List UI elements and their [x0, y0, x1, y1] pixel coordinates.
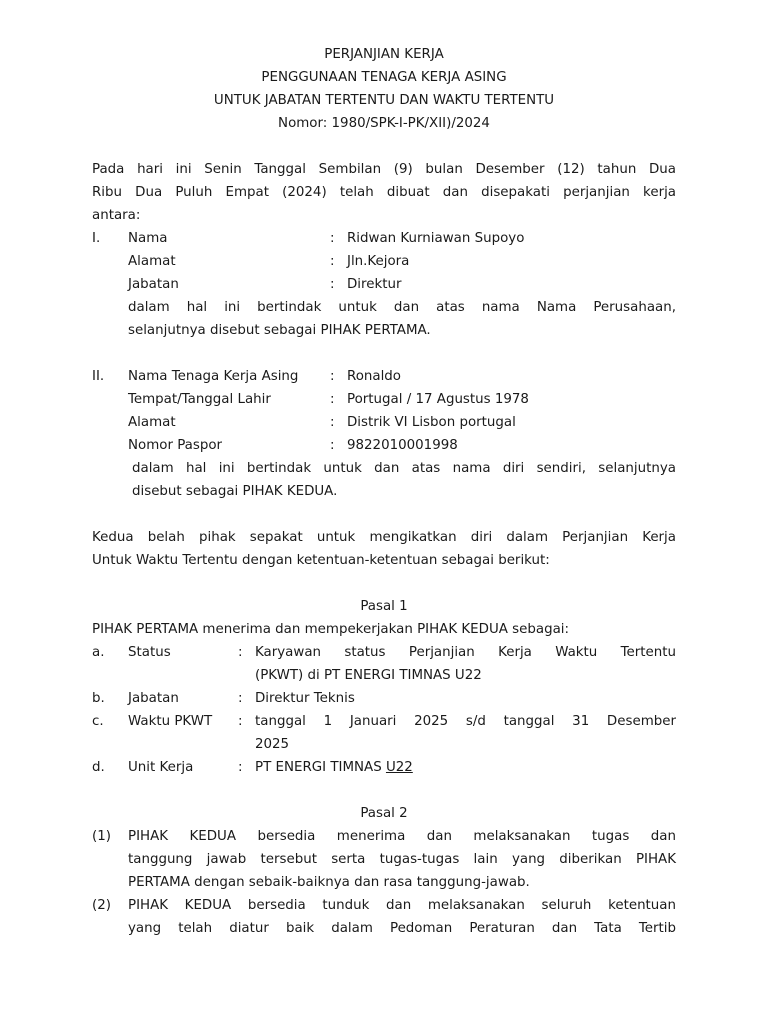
- party1-label: Alamat: [128, 254, 176, 269]
- colon: :: [330, 369, 335, 384]
- clause-line-2: tanggung jawab tersebut serta tugas-tugas lain yang diberikan PIHAK: [128, 852, 676, 867]
- party1-row-position: [92, 273, 676, 296]
- party2-label: Nomor Paspor: [128, 438, 223, 453]
- party1-number: I.: [92, 231, 101, 246]
- pasal2-heading: Pasal 2: [360, 806, 408, 821]
- clause-line-1: PIHAK KEDUA bersedia tunduk dan melaksanakan seluruh ketentuan: [128, 898, 676, 913]
- doc-title: PERJANJIAN KERJA: [324, 47, 444, 62]
- party2-label: Alamat: [128, 415, 176, 430]
- party1-value: Ridwan Kurniawan Supoyo: [347, 231, 525, 246]
- pasal1-item-b: [92, 687, 676, 710]
- item-value-line-1: tanggal 1 Januari 2025 s/d tanggal 31 Desember: [255, 714, 676, 729]
- party1-label: Nama: [128, 231, 168, 246]
- item-label: Waktu PKWT: [128, 714, 213, 729]
- colon: :: [238, 691, 243, 706]
- clause-line-3: PERTAMA dengan sebaik-baiknya dan rasa tanggung-jawab.: [128, 875, 530, 890]
- agreement-line-1: Kedua belah pihak sepakat untuk mengikatkan diri dalam Perjanjian Kerja: [92, 530, 676, 545]
- party2-row-passport: [92, 434, 676, 457]
- pasal1-item-d: [92, 756, 676, 779]
- party2-value: Ronaldo: [347, 369, 402, 384]
- item-letter: d.: [92, 760, 105, 775]
- party2-row-birth: [92, 388, 676, 411]
- party2-number: II.: [92, 369, 105, 384]
- party1-row-name: [92, 227, 676, 250]
- party2-row-address: [92, 411, 676, 434]
- colon: :: [330, 231, 335, 246]
- unit-name: PT ENERGI TIMNAS: [255, 760, 386, 775]
- intro-line-2: Ribu Dua Puluh Empat (2024) telah dibuat dan disepakati perjanjian kerja: [92, 185, 676, 200]
- clause-line-1: PIHAK KEDUA bersedia menerima dan melaksanakan tugas dan: [128, 829, 676, 844]
- item-value: [255, 710, 676, 756]
- colon: :: [330, 438, 335, 453]
- item-value: [255, 641, 676, 687]
- pasal2-item-1: [92, 825, 676, 894]
- doc-subtitle-1: PENGGUNAAN TENAGA KERJA ASING: [261, 70, 507, 85]
- party1-value: Jln.Kejora: [347, 254, 410, 269]
- party2-value: Distrik VI Lisbon portugal: [347, 415, 516, 430]
- clause-number: (1): [92, 829, 111, 844]
- party1-row-address: [92, 250, 676, 273]
- party2-value: 9822010001998: [347, 438, 458, 453]
- intro-line-3: antara:: [92, 208, 141, 223]
- item-letter: a.: [92, 645, 105, 660]
- party1-value: Direktur: [347, 277, 402, 292]
- item-label: Jabatan: [128, 691, 179, 706]
- colon: :: [330, 415, 335, 430]
- party2-text-1: dalam hal ini bertindak untuk dan atas nama diri sendiri, selanjutnya: [132, 461, 676, 476]
- item-label: Status: [128, 645, 171, 660]
- pasal1-lead: PIHAK PERTAMA menerima dan mempekerjakan PIHAK KEDUA sebagai:: [92, 622, 570, 637]
- pasal1-item-c: [92, 710, 676, 756]
- colon: :: [330, 392, 335, 407]
- party1-label: Jabatan: [128, 277, 179, 292]
- party2-value: Portugal / 17 Agustus 1978: [347, 392, 529, 407]
- item-value: [255, 756, 676, 779]
- colon: :: [330, 277, 335, 292]
- pasal1-item-a: [92, 641, 676, 687]
- clause-text: [128, 894, 676, 940]
- item-letter: c.: [92, 714, 104, 729]
- party1-text-1: dalam hal ini bertindak untuk dan atas nama Nama Perusahaan,: [128, 300, 676, 315]
- pasal1-heading: Pasal 1: [360, 599, 408, 614]
- party2-label: Nama Tenaga Kerja Asing: [128, 369, 299, 384]
- pasal2-item-2: [92, 894, 676, 940]
- party1-text-2: selanjutnya disebut sebagai PIHAK PERTAMA.: [128, 323, 431, 338]
- doc-number: Nomor: 1980/SPK-I-PK/XII)/2024: [278, 116, 490, 131]
- item-value-line-1: [255, 756, 676, 779]
- item-label: Unit Kerja: [128, 760, 194, 775]
- agreement-line-2: Untuk Waktu Tertentu dengan ketentuan-ketentuan sebagai berikut:: [92, 553, 550, 568]
- party2-label: Tempat/Tanggal Lahir: [128, 392, 271, 407]
- colon: :: [330, 254, 335, 269]
- clause-number: (2): [92, 898, 111, 913]
- item-value-line-2: (PKWT) di PT ENERGI TIMNAS U22: [255, 668, 482, 683]
- clause-line-2: yang telah diatur baik dalam Pedoman Peraturan dan Tata Tertib: [128, 921, 676, 936]
- item-value-line-2: 2025: [255, 737, 290, 752]
- party2-row-name: [92, 365, 676, 388]
- colon: :: [238, 645, 243, 660]
- item-value-line-1: Direktur Teknis: [255, 691, 355, 706]
- clause-text: [128, 825, 676, 894]
- colon: :: [238, 760, 243, 775]
- item-value-line-1: Karyawan status Perjanjian Kerja Waktu Tertentu: [255, 645, 676, 660]
- intro-line-1: Pada hari ini Senin Tanggal Sembilan (9) bulan Desember (12) tahun Dua: [92, 162, 676, 177]
- doc-subtitle-2: UNTUK JABATAN TERTENTU DAN WAKTU TERTENTU: [213, 93, 555, 108]
- colon: :: [238, 714, 243, 729]
- item-letter: b.: [92, 691, 105, 706]
- unit-code: U22: [385, 760, 413, 775]
- party2-text-2: disebut sebagai PIHAK KEDUA.: [132, 484, 338, 499]
- item-value: [255, 687, 676, 710]
